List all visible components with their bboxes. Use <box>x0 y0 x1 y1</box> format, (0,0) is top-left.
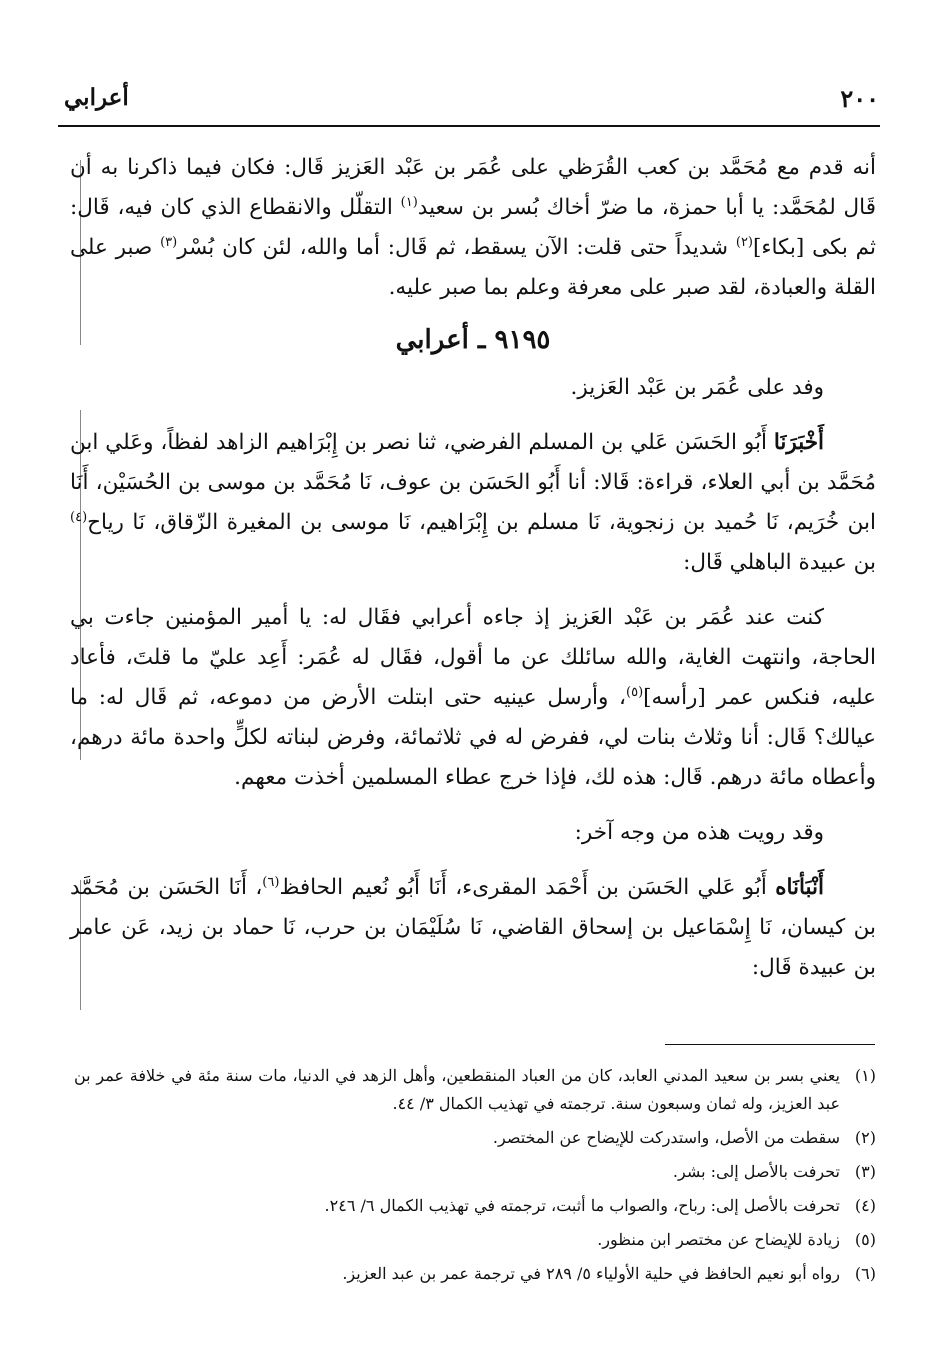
main-text <box>70 148 876 988</box>
paragraph-isnad-1: أَخْبَرَنَا أَبُو الحَسَن عَلي بن المسلم الفرضي، ثنا نصر بن إِبْرَاهيم الزاهد لفظاً، وعَلي ابن مُحَمَّد بن أبي العلاء، قراءة: قَالا: أنا أَبُو الحَسَن بن عوف، نَا مُحَمَّد بن موسى بن الحُسَيْن، أَنَا ابن خُرَيم، نَا حُميد بن زنجوية، نَا مسلم بن إِبْرَاهيم، نَا موسى بن المغيرة الزّقاق، نَا رياح$^{(٤)}$ بن عبيدة الباهلي قَال: <box>70 430 876 575</box>
footnote-6: (٦) رواه أبو نعيم الحافظ في حلية الأولياء ٥/ ٢٨٩ في ترجمة عمر بن عبد العزيز. <box>342 1264 876 1283</box>
footnote-ref-5: (٥) <box>626 684 644 700</box>
paragraph-continuation: أنه قدم مع مُحَمَّد بن كعب القُرَظي على عُمَر بن عَبْد العَزيز قَال: فكان فيما ذاكرنا به أن قَال لمُحَمَّد: يا أبا حمزة، ما ضرّ أخاك بُسر بن سعيد$^{(١)}$ التقلّل والانقطاع الذي كان فيه، قَال: ثم بكى [بكاء]$^{(٢)}$ شديداً حتى قلت: الآن يسقط، ثم قَال: أما والله، لئن كان بُسْر$^{(٣)}$ صبر على القلة والعبادة، لقد صبر على معرفة وعلم بما صبر عليه. <box>70 155 876 300</box>
footnotes <box>74 1062 876 1288</box>
footnote-1: (١) يعني بسر بن سعيد المدني العابد، كان من العباد المنقطعين، وأهل الزهد في الدنيا، مات سنة مئة في خلافة عمر بن عبد العزيز، وله ثمان وسبعون سنة. ترجمته في تهذيب الكمال ٣/ ٤٤. <box>74 1066 876 1113</box>
section-title: ٩١٩٥ ـ أعرابي <box>395 325 551 355</box>
paragraph-intro: وفد على عُمَر بن عَبْد العَزيز. <box>570 375 824 400</box>
footnote-4: (٤) تحرفت بالأصل إلى: رباح، والصواب ما أثبت، ترجمته في تهذيب الكمال ٦/ ٢٤٦. <box>324 1196 876 1215</box>
footnote-rule <box>665 1044 875 1045</box>
footnote-5: (٥) زيادة للإيضاح عن مختصر ابن منظور. <box>597 1230 876 1249</box>
footnote-ref-6: (٦) <box>262 874 280 890</box>
paragraph-narrative: كنت عند عُمَر بن عَبْد العَزيز إذ جاءه أعرابي فقَال له: يا أمير المؤمنين جاءت بي الحاجة، وانتهت الغاية، والله سائلك عن ما أقول، فقَال له عُمَر: أَعِد عليّ ما قلتَ، فأعاد عليه، فنكس عمر [رأسه]$^{(٥)}$، وأرسل عينيه حتى ابتلت الأرض من دموعه، ثم قَال له: ما عيالك؟ قَال: أنا وثلاث بنات لي، ففرض له في ثلاثمائة، وفرض لبناته لكلٍّ واحدة مائة درهم، وأعطاه مائة درهم. قَال: هذه لك، فإذا خرج عطاء المسلمين أخذت معهم. <box>70 605 876 790</box>
footnote-ref-2: (٢) <box>735 234 753 250</box>
footnote-ref-4: (٤) <box>70 509 88 525</box>
running-title: أعرابي <box>64 84 129 111</box>
footnote-2: (٢) سقطت من الأصل، واستدركت للإيضاح عن المختصر. <box>492 1128 876 1147</box>
footnote-3: (٣) تحرفت بالأصل إلى: بشر. <box>672 1162 876 1181</box>
header-rule <box>58 125 880 127</box>
page-header <box>64 84 879 118</box>
page-number: ٢٠٠ <box>840 84 879 113</box>
isnad-lead-word-2: أَنْبَأنَاه <box>775 875 824 900</box>
footnote-ref-1: (١) <box>400 194 418 210</box>
footnote-ref-3: (٣) <box>160 234 178 250</box>
paragraph-other-route: وقد رويت هذه من وجه آخر: <box>574 820 824 845</box>
isnad-lead-word: أَخْبَرَنَا <box>773 430 824 455</box>
paragraph-isnad-2: أَنْبَأنَاه أَبُو عَلي الحَسَن بن أَحْمَد المقرىء، أَنَا أَبُو نُعيم الحافظ$^{(٦)}$، أَنَا الحَسَن بن مُحَمَّد بن كيسان، نَا إِسْمَاعيل بن إسحاق القاضي، نَا سُلَيْمَان بن حرب، نَا حماد بن زيد، عَن عامر بن عبيدة قَال: <box>70 874 876 980</box>
